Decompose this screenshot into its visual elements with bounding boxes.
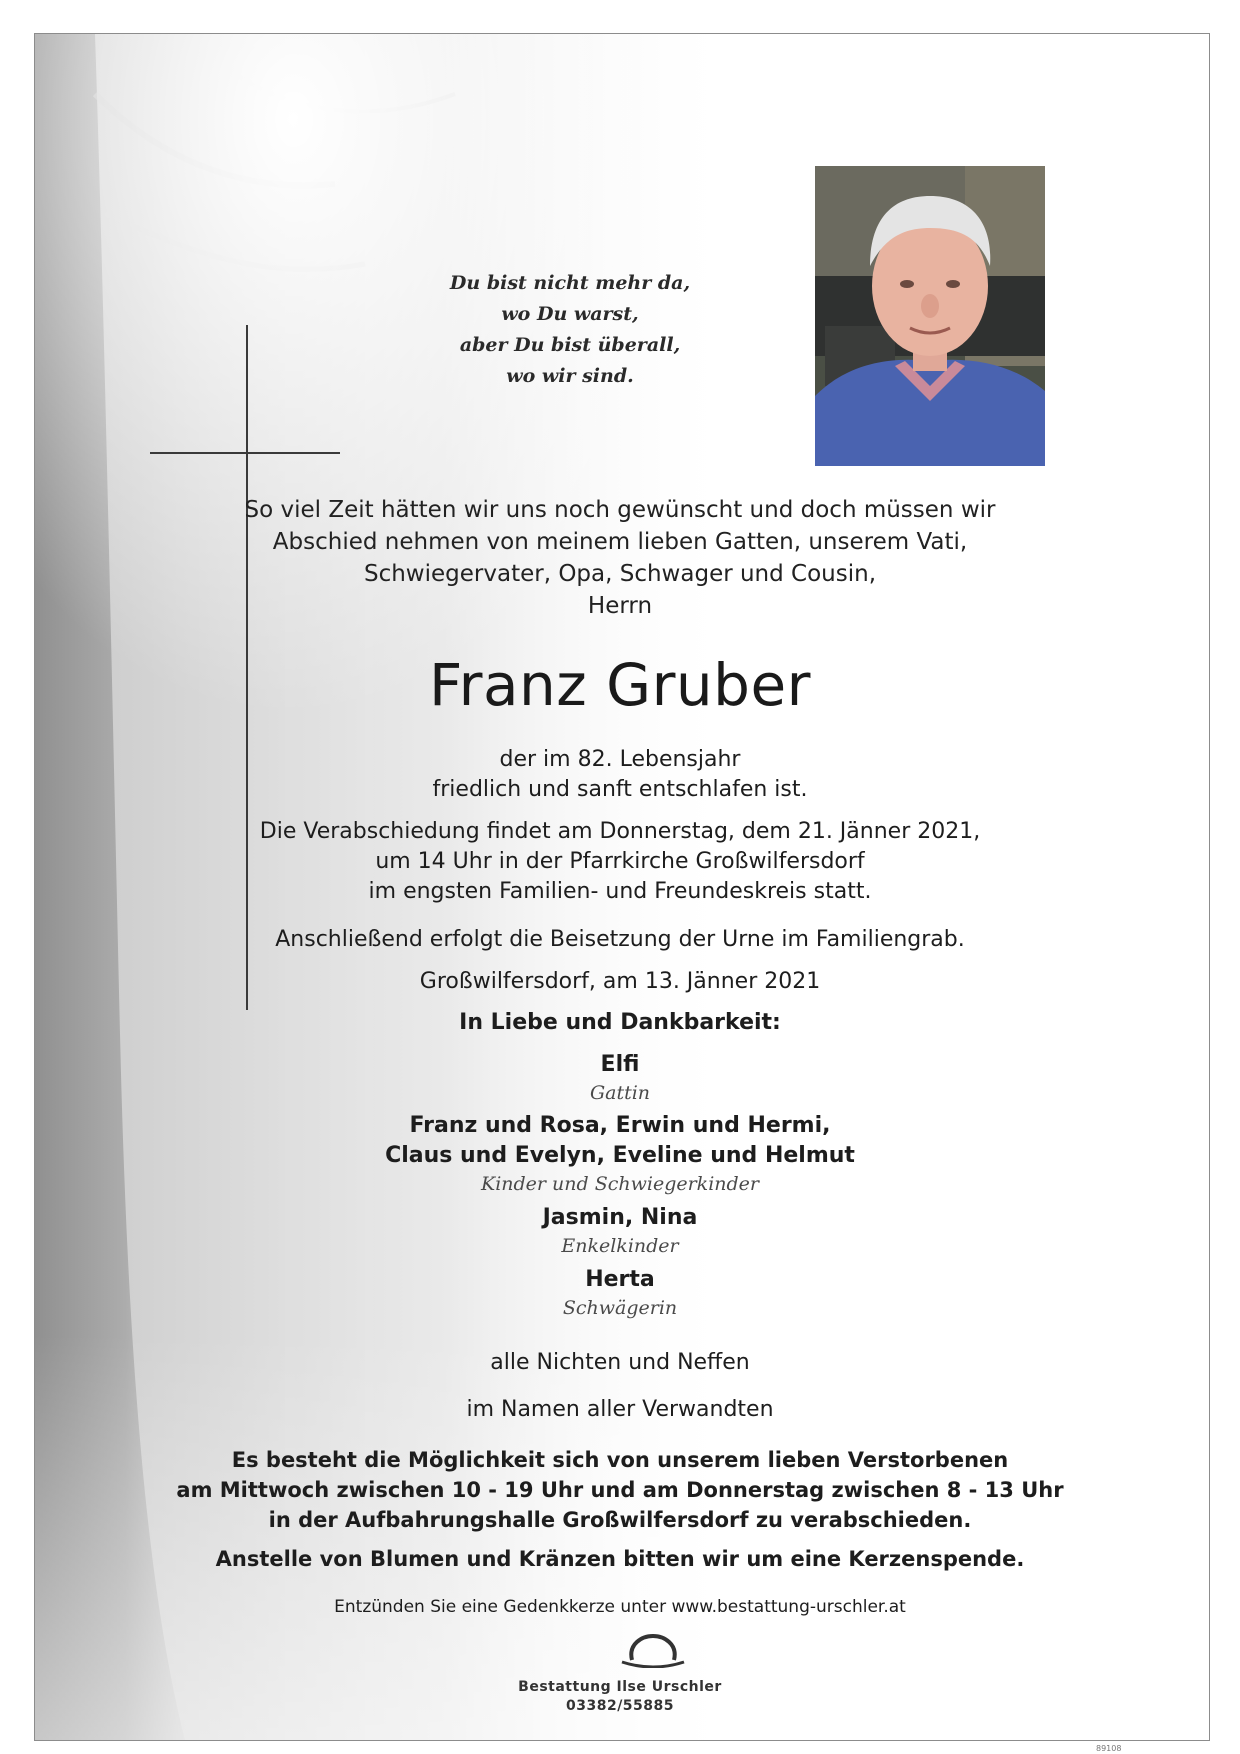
funeral-home-logo xyxy=(618,1634,688,1668)
place-date: Großwilfersdorf, am 13. Jänner 2021 xyxy=(419,969,821,994)
funeral-home-phone: 03382/55885 xyxy=(565,1698,675,1714)
spouse-relation: Gattin xyxy=(589,1082,651,1104)
relatives-line: im Namen aller Verwandten xyxy=(466,1397,774,1422)
sister-in-law-relation: Schwägerin xyxy=(562,1297,678,1319)
viewing-line: Es besteht die Möglichkeit sich von unserem lieben Verstorbenen xyxy=(231,1448,1009,1472)
deceased-name: Franz Gruber xyxy=(428,651,812,719)
portrait-photo xyxy=(815,166,1045,466)
memorial-poem xyxy=(420,268,720,392)
intro-text xyxy=(0,494,1240,622)
intro-line: Schwiegervater, Opa, Schwager und Cousin, xyxy=(363,561,877,587)
age-text xyxy=(0,745,1240,805)
children-names-line: Claus und Evelyn, Eveline und Helmut xyxy=(385,1143,855,1168)
age-line: friedlich und sanft entschlafen ist. xyxy=(432,777,808,802)
sister-in-law-name: Herta xyxy=(585,1267,655,1292)
service-line: Die Verabschiedung findet am Donnerstag, dem 21. Jänner 2021, xyxy=(259,819,981,844)
children-relation: Kinder und Schwiegerkinder xyxy=(481,1173,759,1195)
flowers-line: Anstelle von Blumen und Kränzen bitten wir um eine Kerzenspende. xyxy=(215,1547,1025,1571)
grandchildren-relation: Enkelkinder xyxy=(561,1235,679,1257)
viewing-text xyxy=(0,1445,1240,1535)
viewing-line: am Mittwoch zwischen 10 - 19 Uhr und am Donnerstag zwischen 8 - 13 Uhr xyxy=(176,1478,1064,1502)
intro-line: So viel Zeit hätten wir uns noch gewünscht und doch müssen wir xyxy=(244,497,996,523)
nieces-nephews: alle Nichten und Neffen xyxy=(490,1350,750,1375)
funeral-home-name: Bestattung Ilse Urschler xyxy=(518,1679,722,1695)
intro-line: Abschied nehmen von meinem lieben Gatten, unserem Vati, xyxy=(272,529,968,555)
poem-line: wo wir sind. xyxy=(506,365,634,387)
spouse-name: Elfi xyxy=(600,1052,640,1077)
viewing-line: in der Aufbahrungshalle Großwilfersdorf zu verabschieden. xyxy=(268,1508,972,1532)
service-line: im engsten Familien- und Freundeskreis statt. xyxy=(368,879,872,904)
grandchildren-names: Jasmin, Nina xyxy=(542,1205,698,1230)
love-heading: In Liebe und Dankbarkeit: xyxy=(459,1010,781,1035)
reference-code: 89108 xyxy=(1096,1744,1122,1753)
burial-line: Anschließend erfolgt die Beisetzung der Urne im Familiengrab. xyxy=(275,927,965,952)
service-text xyxy=(0,817,1240,907)
poem-line: Du bist nicht mehr da, xyxy=(449,272,691,294)
intro-line: Herrn xyxy=(587,593,653,619)
service-line: um 14 Uhr in der Pfarrkirche Großwilfersdorf xyxy=(375,849,865,874)
candle-link-line: Entzünden Sie eine Gedenkkerze unter www.bestattung-urschler.at xyxy=(334,1597,906,1617)
cross-horizontal-bar xyxy=(150,452,340,454)
poem-line: wo Du warst, xyxy=(501,303,639,325)
poem-line: aber Du bist überall, xyxy=(459,334,681,356)
children-names-line: Franz und Rosa, Erwin und Hermi, xyxy=(409,1113,831,1138)
age-line: der im 82. Lebensjahr xyxy=(499,747,741,772)
